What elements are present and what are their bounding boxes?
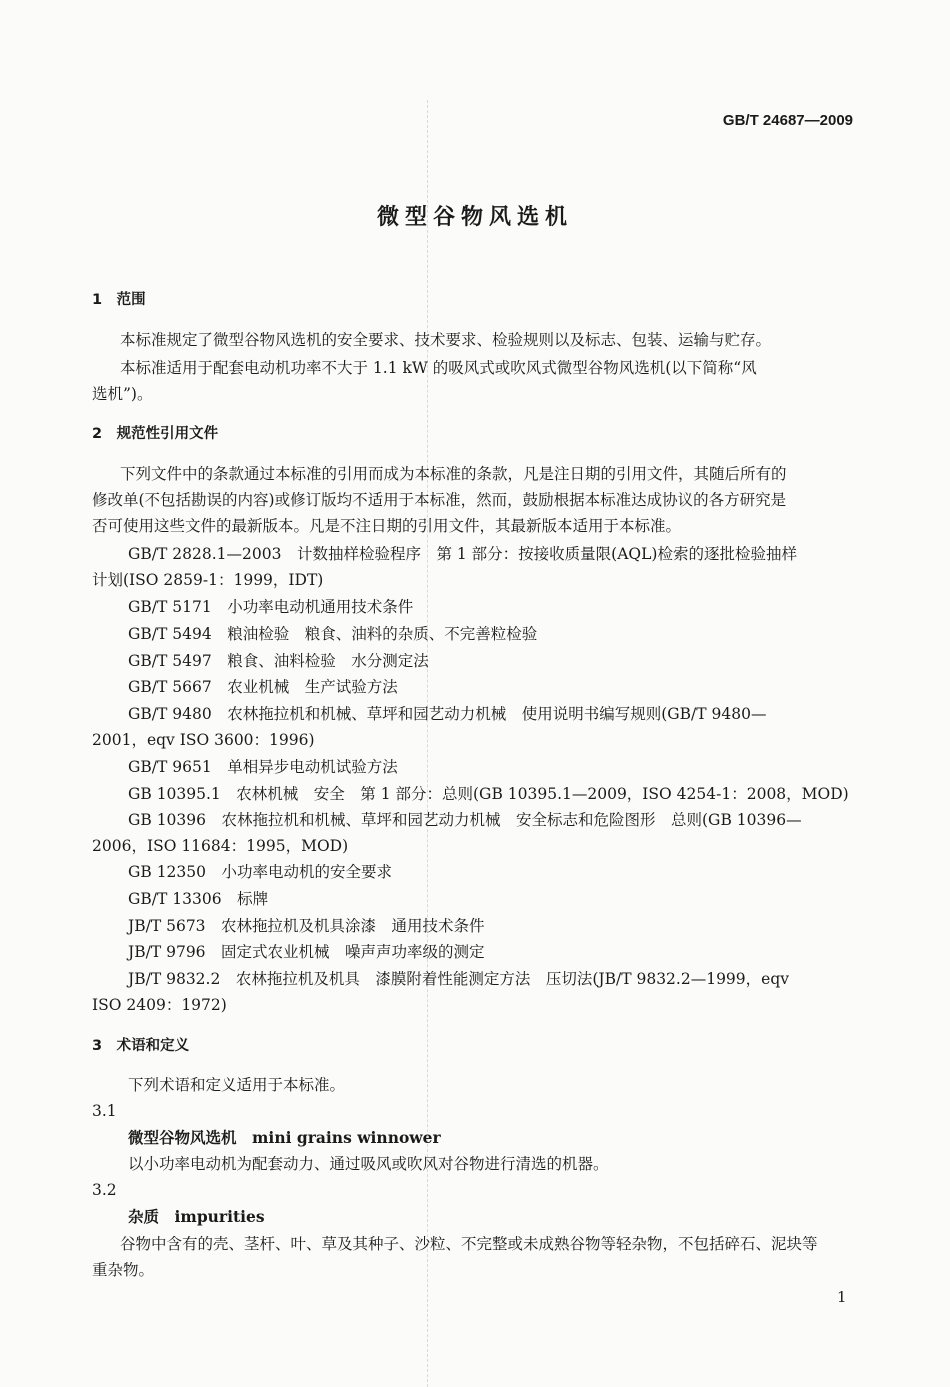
references-intro-line-1: 下列文件中的条款通过本标准的引用而成为本标准的条款，凡是注日期的引用文件，其随后所有的: [120, 465, 787, 483]
reference-item: GB/T 13306 标牌: [128, 890, 269, 908]
reference-item-continuation: 2006，ISO 11684：1995，MOD): [92, 837, 349, 855]
reference-item-continuation: 计划(ISO 2859-1：1999，IDT): [92, 571, 324, 589]
term-definition-line-2: 重杂物。: [92, 1261, 155, 1279]
term-en: impurities: [174, 1207, 265, 1226]
reference-item: GB 12350 小功率电动机的安全要求: [128, 863, 393, 881]
term-definition: 以小功率电动机为配套动力、通过吸风或吹风对谷物进行清选的机器。: [128, 1155, 609, 1173]
term-number: 3.2: [92, 1181, 117, 1199]
scope-paragraph-1: 本标准规定了微型谷物风选机的安全要求、技术要求、检验规则以及标志、包装、运输与贮存。: [120, 331, 772, 349]
scope-paragraph-2-line-2: 选机”)。: [92, 385, 153, 403]
references-intro-line-3: 否可使用这些文件的最新版本。凡是不注日期的引用文件，其最新版本适用于本标准。: [92, 517, 682, 535]
reference-item-continuation: 2001，eqv ISO 3600：1996): [92, 731, 315, 749]
term-heading: [128, 1128, 441, 1148]
reference-item: JB/T 5673 农林拖拉机及机具涂漆 通用技术条件: [128, 917, 485, 935]
reference-item: GB/T 2828.1—2003 计数抽样检验程序 第 1 部分：按接收质量限(AQL)检索的逐批检验抽样: [128, 545, 797, 563]
standard-number: GB/T 24687—2009: [722, 112, 853, 129]
reference-item: GB/T 5171 小功率电动机通用技术条件: [128, 598, 414, 616]
term-heading: [128, 1207, 265, 1227]
scan-fold-line: [427, 100, 428, 1387]
reference-item-continuation: ISO 2409：1972): [92, 996, 227, 1014]
reference-item: JB/T 9832.2 农林拖拉机及机具 漆膜附着性能测定方法 压切法(JB/T 9832.2—1999，eqv: [128, 970, 789, 988]
section-heading-terms-definitions: 3 术语和定义: [92, 1038, 190, 1054]
section-heading-scope: 1 范围: [92, 292, 146, 308]
term-zh: 杂质: [128, 1207, 160, 1226]
term-en: mini grains winnower: [252, 1128, 441, 1147]
page-number: 1: [837, 1288, 847, 1306]
term-definition-line-1: 谷物中含有的壳、茎杆、叶、草及其种子、沙粒、不完整或未成熟谷物等轻杂物，不包括碎石、泥块等: [120, 1235, 818, 1253]
terms-intro: 下列术语和定义适用于本标准。: [128, 1076, 346, 1094]
section-heading-normative-references: 2 规范性引用文件: [92, 426, 219, 442]
document-title: 微型谷物风选机: [376, 205, 573, 230]
reference-item: GB/T 5667 农业机械 生产试验方法: [128, 678, 398, 696]
term-zh: 微型谷物风选机: [128, 1128, 237, 1147]
scope-paragraph-2-line-1: 本标准适用于配套电动机功率不大于 1.1 kW 的吸风式或吹风式微型谷物风选机(以下简称“风: [120, 359, 757, 377]
reference-item: JB/T 9796 固定式农业机械 噪声声功率级的测定: [128, 943, 485, 961]
reference-item: GB 10395.1 农林机械 安全 第 1 部分：总则(GB 10395.1—2009，ISO 4254-1：2008，MOD): [128, 785, 849, 803]
references-intro-line-2: 修改单(不包括勘误的内容)或修订版均不适用于本标准，然而，鼓励根据本标准达成协议的各方研究是: [92, 491, 787, 509]
reference-item: GB/T 9651 单相异步电动机试验方法: [128, 758, 398, 776]
term-number: 3.1: [92, 1102, 117, 1120]
reference-item: GB 10396 农林拖拉机和机械、草坪和园艺动力机械 安全标志和危险图形 总则(GB 10396—: [128, 811, 802, 829]
reference-item: GB/T 5494 粮油检验 粮食、油料的杂质、不完善粒检验: [128, 625, 538, 643]
reference-item: GB/T 5497 粮食、油料检验 水分测定法: [128, 652, 429, 670]
reference-item: GB/T 9480 农林拖拉机和机械、草坪和园艺动力机械 使用说明书编写规则(GB/T 9480—: [128, 705, 767, 723]
